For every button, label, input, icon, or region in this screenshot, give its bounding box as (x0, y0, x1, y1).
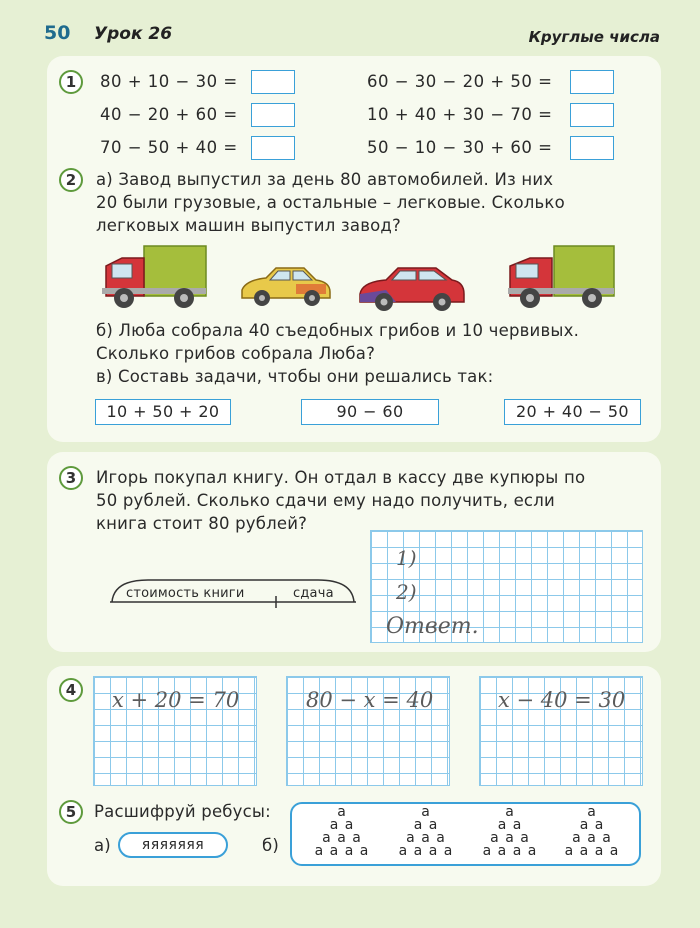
answer-box[interactable] (251, 136, 295, 160)
task-4-number: 4 (59, 678, 83, 702)
task-1-number: 1 (59, 70, 83, 94)
task-3-line-2: 50 рублей. Сколько сдачи ему надо получить, если (96, 491, 555, 510)
handwritten-equation-1: x + 20 = 70 (112, 688, 240, 712)
expression-box: 20 + 40 − 50 (504, 399, 641, 425)
task-2-number: 2 (59, 168, 83, 192)
handwritten-answer: Ответ. (386, 614, 479, 639)
answer-box[interactable] (251, 70, 295, 94)
rebus-b-pyramid: а а а а а а а а а а (314, 804, 370, 859)
task-2b-line-1: б) Люба собрала 40 съедобных грибов и 10 червивых. (96, 321, 580, 340)
task-3-number: 3 (59, 466, 83, 490)
red-truck-icon (506, 244, 618, 310)
rebus-b-pyramid: а а а а а а а а а а (398, 804, 454, 859)
task-1-left-eq-1: 80 + 10 − 30 = (100, 72, 238, 91)
task-5a-label: а) (94, 836, 111, 855)
answer-box[interactable] (570, 136, 614, 160)
task-2b-line-2: Сколько грибов собрала Люба? (96, 344, 376, 363)
red-car-icon (356, 264, 468, 312)
rebus-b-pyramid: а а а а а а а а а а (564, 804, 620, 859)
task-2c-line: в) Составь задачи, чтобы они решались так: (96, 367, 494, 386)
answer-box[interactable] (570, 70, 614, 94)
task-3-line-3: книга стоит 80 рублей? (96, 514, 308, 533)
handwritten-equation-3: x − 40 = 30 (498, 688, 626, 712)
rebus-b-pyramid: а а а а а а а а а а (482, 804, 538, 859)
task-1-right-eq-3: 50 − 10 − 30 + 60 = (367, 138, 553, 157)
yellow-car-icon (238, 262, 334, 308)
page-number: 50 (44, 22, 71, 44)
page-header (0, 0, 700, 52)
expression-box: 10 + 50 + 20 (95, 399, 231, 425)
answer-box[interactable] (251, 103, 295, 127)
task-2a-line-2: 20 были грузовые, а остальные – легковые. Сколько (96, 193, 565, 212)
expression-box: 90 − 60 (301, 399, 439, 425)
segment-label-cost: стоимость книги (126, 586, 245, 601)
topic-title: Круглые числа (528, 28, 660, 46)
lesson-title: Урок 26 (94, 24, 173, 44)
red-truck-icon (100, 244, 212, 310)
task-1-left-eq-2: 40 − 20 + 60 = (100, 105, 238, 124)
handwritten-step-2: 2) (396, 580, 417, 604)
handwritten-step-1: 1) (396, 546, 417, 570)
task-2a-line-1: а) Завод выпустил за день 80 автомобилей. Из них (96, 170, 554, 189)
rebus-a: яяяяяяя (118, 832, 228, 858)
task-1-right-eq-2: 10 + 40 + 30 − 70 = (367, 105, 553, 124)
task-3-line-1: Игорь покупал книгу. Он отдал в кассу две купюры по (96, 468, 586, 487)
task-1-left-eq-3: 70 − 50 + 40 = (100, 138, 238, 157)
segment-label-change: сдача (293, 586, 334, 601)
task-5-title: Расшифруй ребусы: (94, 802, 271, 821)
task-5-number: 5 (59, 800, 83, 824)
task-1-right-eq-1: 60 − 30 − 20 + 50 = (367, 72, 553, 91)
task-5b-label: б) (262, 836, 280, 855)
handwritten-equation-2: 80 − x = 40 (306, 688, 434, 712)
task-2a-line-3: легковых машин выпустил завод? (96, 216, 401, 235)
answer-box[interactable] (570, 103, 614, 127)
